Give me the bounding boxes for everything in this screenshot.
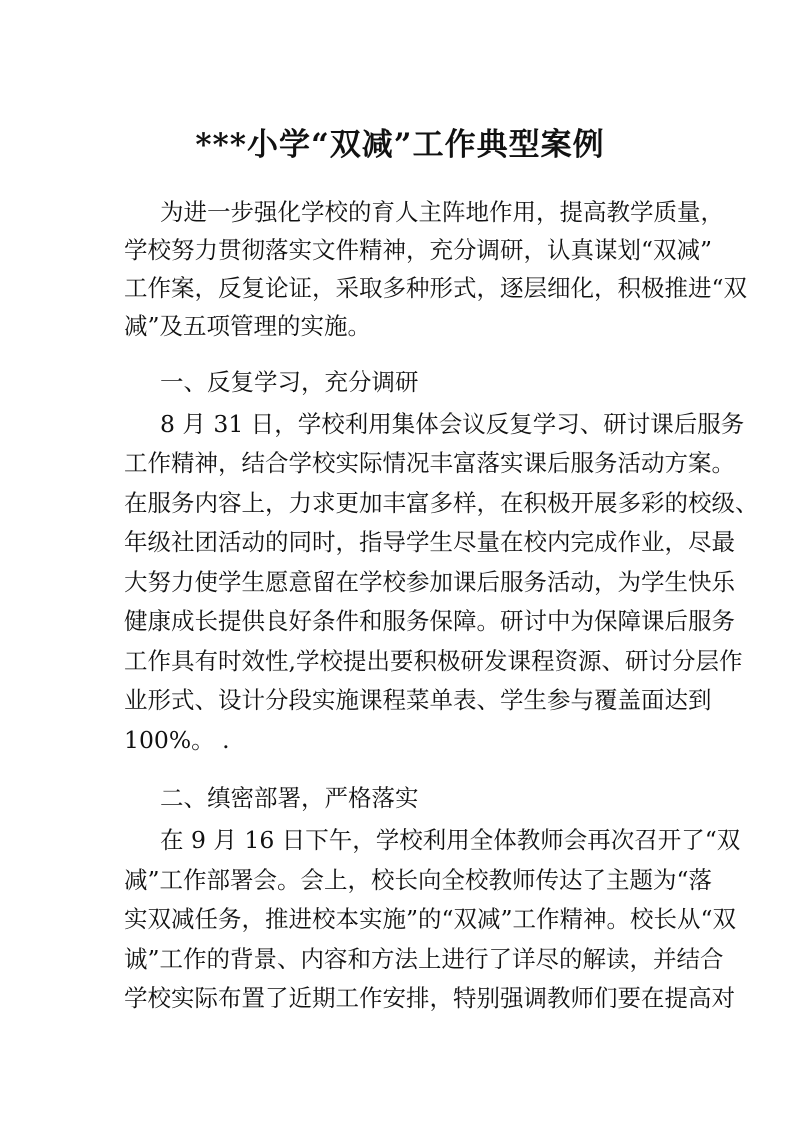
section-heading: 二、缜密部署，严格落实 <box>160 784 419 812</box>
document-title: ***小学“双减”工作典型案例 <box>195 127 605 163</box>
paragraph-line: 健康成长提供良好条件和服务保障。研讨中为保障课后服务 <box>124 607 735 635</box>
paragraph-line: 在服务内容上，力求更加丰富多样，在积极开展多彩的校级、 <box>124 489 759 517</box>
paragraph-line: 年级社团活动的同时，指导学生尽量在校内完成作业，尽最 <box>124 528 735 556</box>
paragraph-line: 诚”工作的背景、内容和方法上进行了详尽的解读，并结合 <box>124 945 724 973</box>
paragraph-line: 减”工作部署会。会上，校长向全校教师传达了主题为“落 <box>124 866 713 894</box>
paragraph-line: 在 9 月 16 日下午，学校利用全体教师会再次召开了“双 <box>160 826 741 854</box>
paragraph-line: 减”及五项管理的实施。 <box>124 312 372 340</box>
paragraph-line: 工作案，反复论证，采取多种形式，逐层细化，积极推进“双 <box>124 274 748 302</box>
paragraph-line: 100%。 . <box>124 726 230 754</box>
paragraph-line: 业形式、设计分段实施课程菜单表、学生参与覆盖面达到 <box>124 686 712 714</box>
paragraph-line: 工作精神，结合学校实际情况丰富落实课后服务活动方案。 <box>124 449 735 477</box>
section-heading: 一、反复学习，充分调研 <box>160 368 419 396</box>
paragraph-line: 8 月 31 日，学校利用集体会议反复学习、研讨课后服务 <box>160 410 745 438</box>
paragraph-line: 实双减任务，推进校本实施”的“双减”工作精神。校长从“双 <box>124 905 737 933</box>
paragraph-line: 大努力使学生愿意留在学校参加课后服务活动，为学生快乐 <box>124 568 735 596</box>
paragraph-line: 学校实际布置了近期工作安排，特别强调教师们要在提高对 <box>124 984 735 1012</box>
paragraph-line: 为进一步强化学校的育人主阵地作用，提高教学质量， <box>160 198 724 226</box>
paragraph-line: 学校努力贯彻落实文件精神，充分调研，认真谋划“双减” <box>124 236 713 264</box>
paragraph-line: 工作具有时效性,学校提出要积极研发课程资源、研讨分层作 <box>124 647 743 675</box>
